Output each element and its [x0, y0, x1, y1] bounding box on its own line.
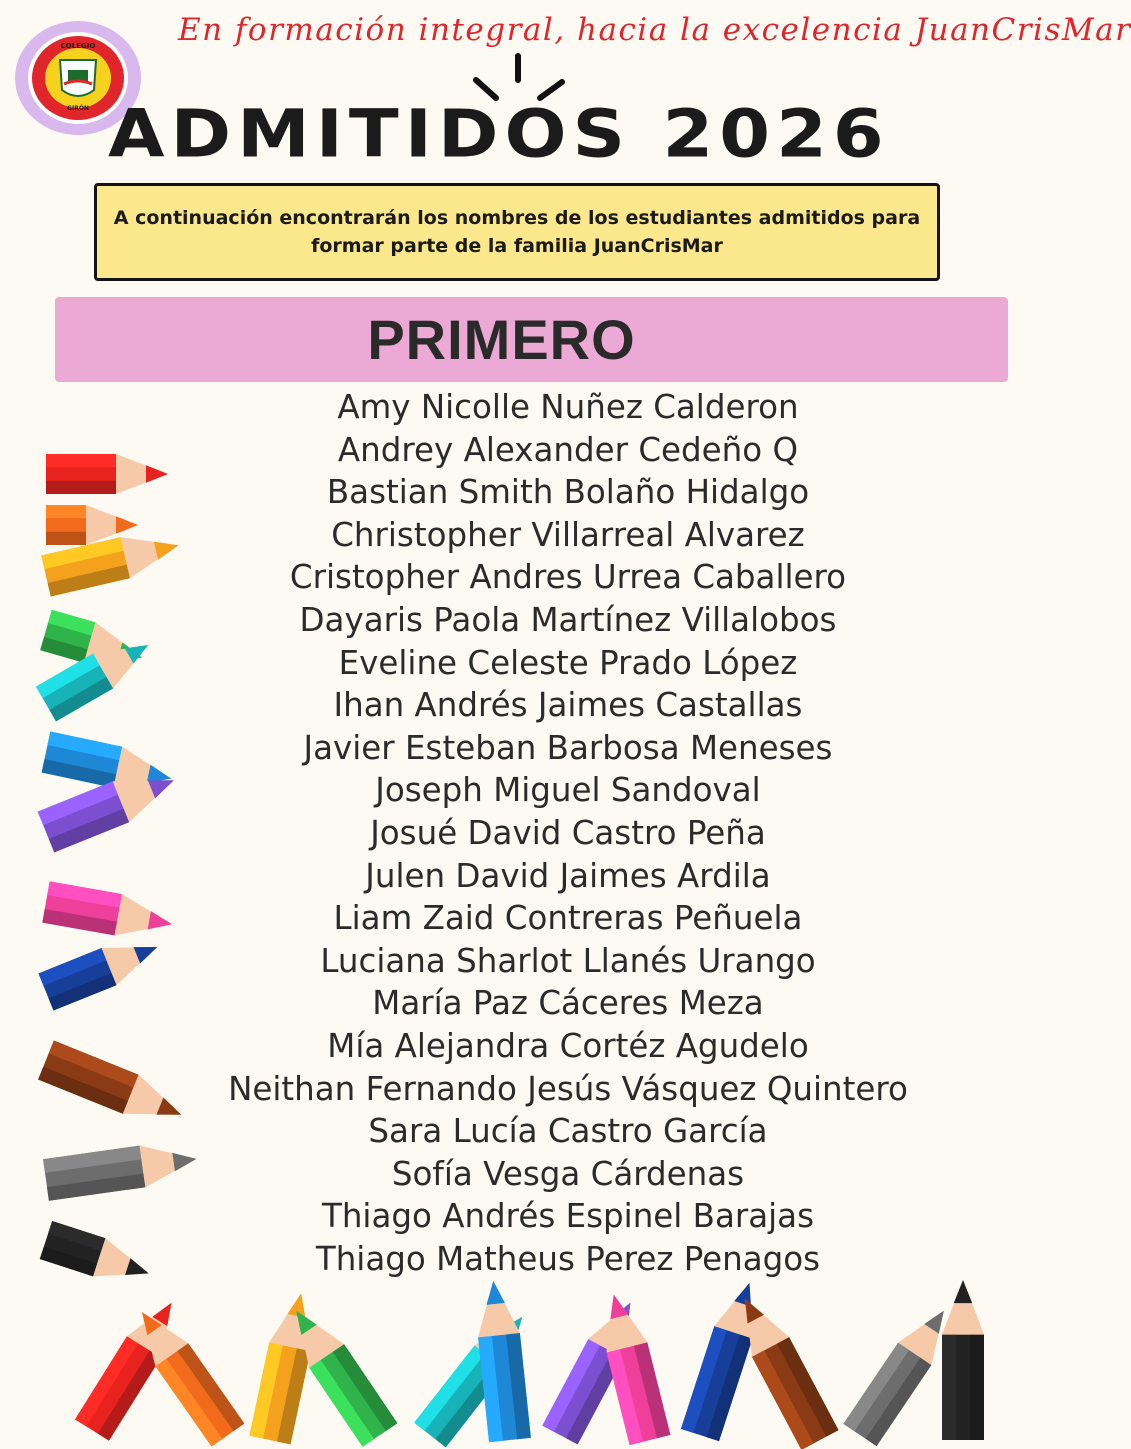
student-name: Javier Esteban Barbosa Meneses	[303, 728, 833, 767]
grade-label: PRIMERO	[367, 308, 636, 371]
student-name: Josué David Castro Peña	[370, 813, 766, 852]
pencil-icon	[43, 1138, 199, 1201]
student-name: Sofía Vesga Cárdenas	[391, 1154, 745, 1193]
student-name: Liam Zaid Contreras Peñuela	[333, 899, 803, 938]
student-name: Andrey Alexander Cedeño Q	[337, 430, 799, 469]
student-name: Christopher Villarreal Alvarez	[331, 515, 805, 554]
grade-banner	[55, 297, 1008, 382]
logo-bottom-text: GIRÓN	[67, 105, 89, 112]
pencil-icon	[39, 929, 165, 1011]
student-name: Mía Alejandra Cortéz Agudelo	[327, 1026, 809, 1065]
student-name: Eveline Celeste Prado López	[338, 643, 798, 682]
student-name: Luciana Sharlot Llanés Urango	[320, 941, 816, 980]
student-name: Julen David Jaimes Ardila	[365, 856, 771, 895]
page-title: ADMITIDOS 2026	[108, 96, 890, 173]
pencil-icon	[42, 881, 175, 945]
notice-text: A continuación encontrarán los nombres de los estudiantes admitidos para formar parte de la familia JuanCrisMar	[113, 207, 921, 257]
student-name: Bastian Smith Bolaño Hidalgo	[326, 473, 810, 512]
student-name: Thiago Matheus Perez Penagos	[315, 1239, 821, 1278]
pencil-icon	[942, 1280, 984, 1440]
student-name: Ihan Andrés Jaimes Castallas	[333, 686, 803, 725]
student-name: Thiago Andrés Espinel Barajas	[321, 1197, 815, 1236]
pencil-icon	[472, 1279, 530, 1443]
student-name: Dayaris Paola Martínez Villalobos	[299, 600, 837, 639]
pencil-icon	[46, 454, 168, 494]
school-motto: En formación integral, hacia la excelencia JuanCrisMar	[178, 12, 1131, 48]
pencil-decoration-bottom	[0, 1260, 1024, 1449]
pencil-icon	[38, 1041, 189, 1135]
pencil-decoration-left	[0, 440, 210, 1290]
logo-label: COLEGIO	[60, 42, 96, 50]
student-name: Sara Lucía Castro García	[368, 1112, 768, 1151]
student-name: Cristopher Andres Urrea Caballero	[289, 558, 847, 597]
student-name: Amy Nicolle Nuñez Calderon	[337, 388, 799, 426]
admission-notice	[94, 183, 940, 281]
student-name: Joseph Miguel Sandoval	[375, 771, 761, 810]
student-name: María Paz Cáceres Meza	[372, 984, 764, 1023]
student-list	[198, 386, 938, 1280]
student-name: Neithan Fernando Jesús Vásquez Quintero	[228, 1069, 908, 1108]
